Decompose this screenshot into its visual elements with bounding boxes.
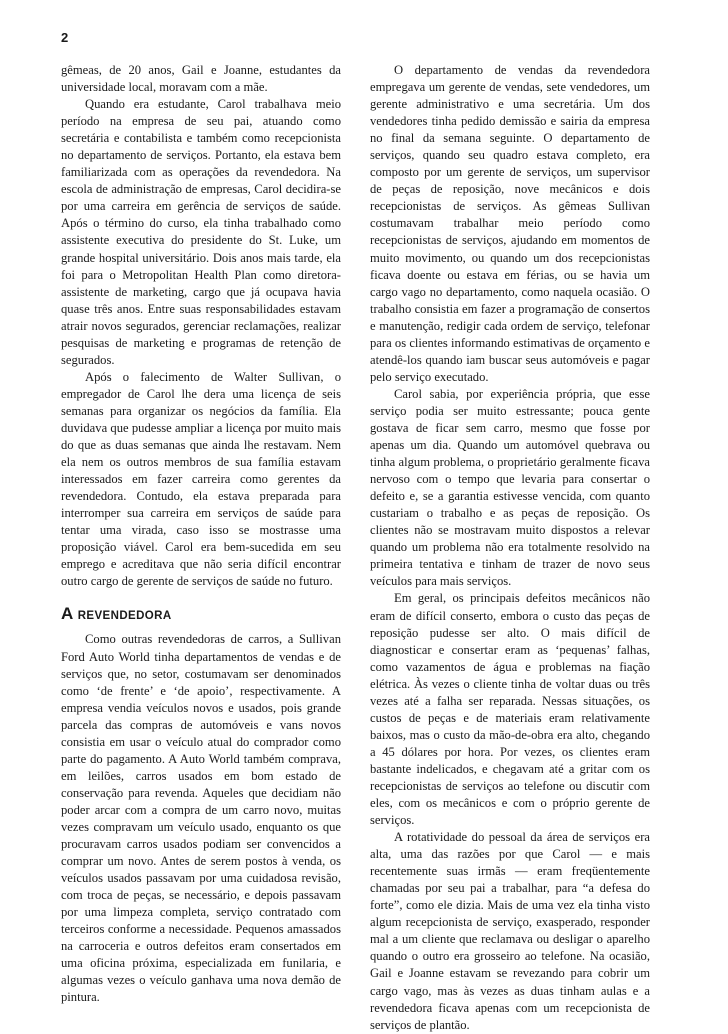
- paragraph: Carol sabia, por experiência própria, que esse serviço podia ser muito estressante; pouca gente gostava de ficar sem carro, mesmo que fosse por apenas um dia. Quando um automóvel quebrava ou tinha algum problema, o proprietário geralmente ficava nervoso com o tempo que levaria para consertar o defeito e, se a garantia estivesse vencida, com quanto custariam o trabalho e as peças de reposição. Os clientes não se mostravam muito dispostos a relevar quando um problema não era totalmente resolvido na primeira tentativa e tinham de trazer de novo seus veículos para mais serviços.: [370, 386, 650, 589]
- paragraph: Quando era estudante, Carol trabalhava meio período na empresa de seu pai, atuando como secretária e contabilista e também como recepcionista no departamento de serviços. Portanto, ela estava bem familiarizada com as operações da revendedora. Na escola de administração de empresas, Carol decidira-se por uma carreira em gerência de serviços de saúde. Após o término do curso, ela tinha trabalhado como assistente executiva do presidente do St. Luke, um grande hospital universitário. Dois anos mais tarde, ela foi para o Metropolitan Health Plan como diretora-assistente de marketing, cargo que já ocupava havia quase três anos. Entre suas responsabilidades estavam atrair novos segurados, gerenciar reclamações, realizar pesquisas de marketing e programas de retenção de segurados.: [61, 97, 341, 367]
- paragraph-continued: gêmeas, de 20 anos, Gail e Joanne, estudantes da universidade local, moravam com a mãe.: [61, 63, 341, 95]
- paragraph: A rotatividade do pessoal da área de serviços era alta, uma das razões por que Carol — e mais recentemente suas irmãs — eram freqüentemente chamadas por seu pai a trabalhar, para “a defesa do forte”, como ele dizia. Mais de uma vez ela tinha visto algum recepcionista de serviço, exasperado, responder mal a um cliente que reclamava ou desligar o aparelho quando o outro era grosseiro ao telefone. Na ocasião, Gail e Joanne estavam se revezando para cobrir um cargo vago, mas às vezes as duas tinham aulas e a revendedora ficava apenas com um recepcionista de serviços de plantão.: [370, 830, 650, 1032]
- paragraph: Em geral, os principais defeitos mecânicos não eram de difícil conserto, embora o custo das peças de reposição pudesse ser alto. O mais difícil de diagnosticar e consertar eram as ‘pequenas’ falhas, como vazamentos de água e problemas na fiação elétrica. Às vezes o cliente tinha de voltar duas ou três vezes até a falha ser reparada. Nessas situações, os custos de peças e de materiais eram relativamente baixos, mas o custo da mão-de-obra era alto, chegando a 45 dólares por hora. Por vezes, os clientes eram bastante indelicados, e chegavam até a gritar com os recepcionistas de serviços ao telefone ou discutir com eles, com os mecânicos e com o próprio gerente de serviços.: [370, 591, 650, 828]
- left-column: [61, 62, 341, 1006]
- section-heading-initial: A: [61, 604, 74, 624]
- paragraph: O departamento de vendas da revendedora empregava um gerente de vendas, sete vendedores, um gerente administrativo e uma secretária. Um dos vendedores tinha pedido demissão e sairia da empresa no final da semana seguinte. O departamento de serviços, quando seu quadro estava completo, era composto por um gerente de serviços, um supervisor de peças de reposição, nove mecânicos e dois recepcionistas de serviços. As gêmeas Sullivan costumavam trabalhar meio período como recepcionistas de serviços, ajudando em momentos de muito movimento, ou quando um dos recepcionistas ficava doente ou estava em férias, ou se havia um cargo vago no departamento, como naquela ocasião. O trabalho consistia em fazer a programação de consertos e manutenção, redigir cada ordem de serviço, telefonar para os clientes informando estimativas de orçamento e atendê-los quando iam buscar seus automóveis e pagar pelo serviço executado.: [370, 63, 650, 384]
- right-column: [370, 62, 650, 1034]
- section-heading-rest: REVENDEDORA: [77, 610, 172, 623]
- paragraph: Como outras revendedoras de carros, a Sullivan Ford Auto World tinha departamentos de vendas e de serviços que, no setor, costumavam ser denominados como ‘de frente’ e ‘de apoio’, respectivamente. A empresa vendia veículos novos e usados, pois grande parcela das compras de automóveis e vans novos consistia em usar o veículo atual do comprador como parte do pagamento. A Auto World também comprava, em leilões, carros usados em bom estado de conservação para revenda. Aqueles que decidiam não poder arcar com a compra de um carro novo, muitas vezes compravam um veículo usado, enquanto os que procuravam carros usados podiam ser convencidos a comprar um novo. Antes de serem postos à venda, os veículos usados passavam por uma cuidadosa revisão, com troca de peças, se necessário, e depois passavam por uma limpeza completa, serviço contratado com terceiros conforme a necessidade. Pequenos amassados na carroceria e outros defeitos eram consertados em uma oficina próxima, especializada em funilaria, e algumas vezes o veículo ganhava uma nova demão de pintura.: [61, 632, 341, 1005]
- section-heading: [61, 604, 341, 624]
- paragraph: Após o falecimento de Walter Sullivan, o empregador de Carol lhe dera uma licença de seis semanas para organizar os negócios da família. Ela duvidava que pudesse ampliar a licença por muito mais do que as duas semanas que ainda lhe restavam. Nem ela nem os outros membros de sua família estavam interessados em fazer carreira como gerentes da revendedora. Contudo, ela estava preparada para interromper sua carreira em serviços de saúde para tentar uma virada, caso isso se mostrasse uma proposição viável. Carol era bem-sucedida em seu emprego e acreditava que não seria difícil encontrar outro cargo de gerente de serviços de saúde no futuro.: [61, 369, 341, 589]
- page-number: 2: [61, 30, 69, 45]
